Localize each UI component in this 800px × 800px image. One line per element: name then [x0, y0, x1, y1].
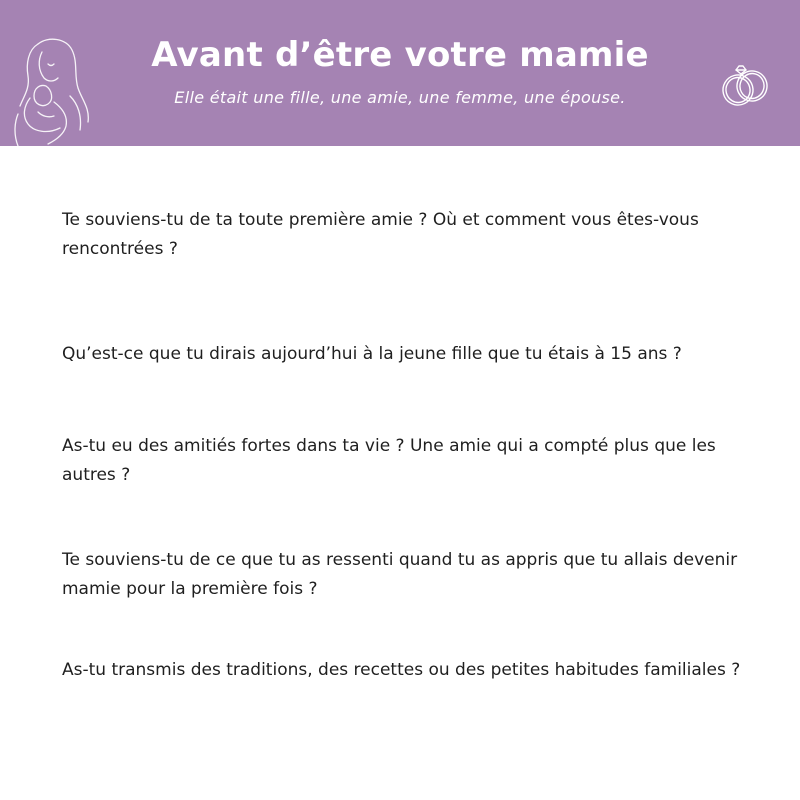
question-1: Te souviens-tu de ta toute première amie ? Où et comment vous êtes-vous rencontrées ?: [62, 210, 699, 259]
page-subtitle: Elle était une fille, une amie, une femme, une épouse.: [174, 88, 626, 107]
header-banner: [0, 0, 800, 146]
wedding-rings-icon: [716, 58, 774, 110]
question-4: Te souviens-tu de ce que tu as ressenti quand tu as appris que tu allais devenir mamie pour la première fois ?: [62, 550, 738, 599]
question-3: As-tu eu des amitiés fortes dans ta vie ? Une amie qui a compté plus que les autres ?: [62, 436, 716, 485]
question-5: As-tu transmis des traditions, des recettes ou des petites habitudes familiales ?: [62, 660, 741, 680]
question-2: Qu’est-ce que tu dirais aujourd’hui à la jeune fille que tu étais à 15 ans ?: [62, 344, 682, 364]
page-title: Avant d’être votre mamie: [151, 35, 649, 75]
